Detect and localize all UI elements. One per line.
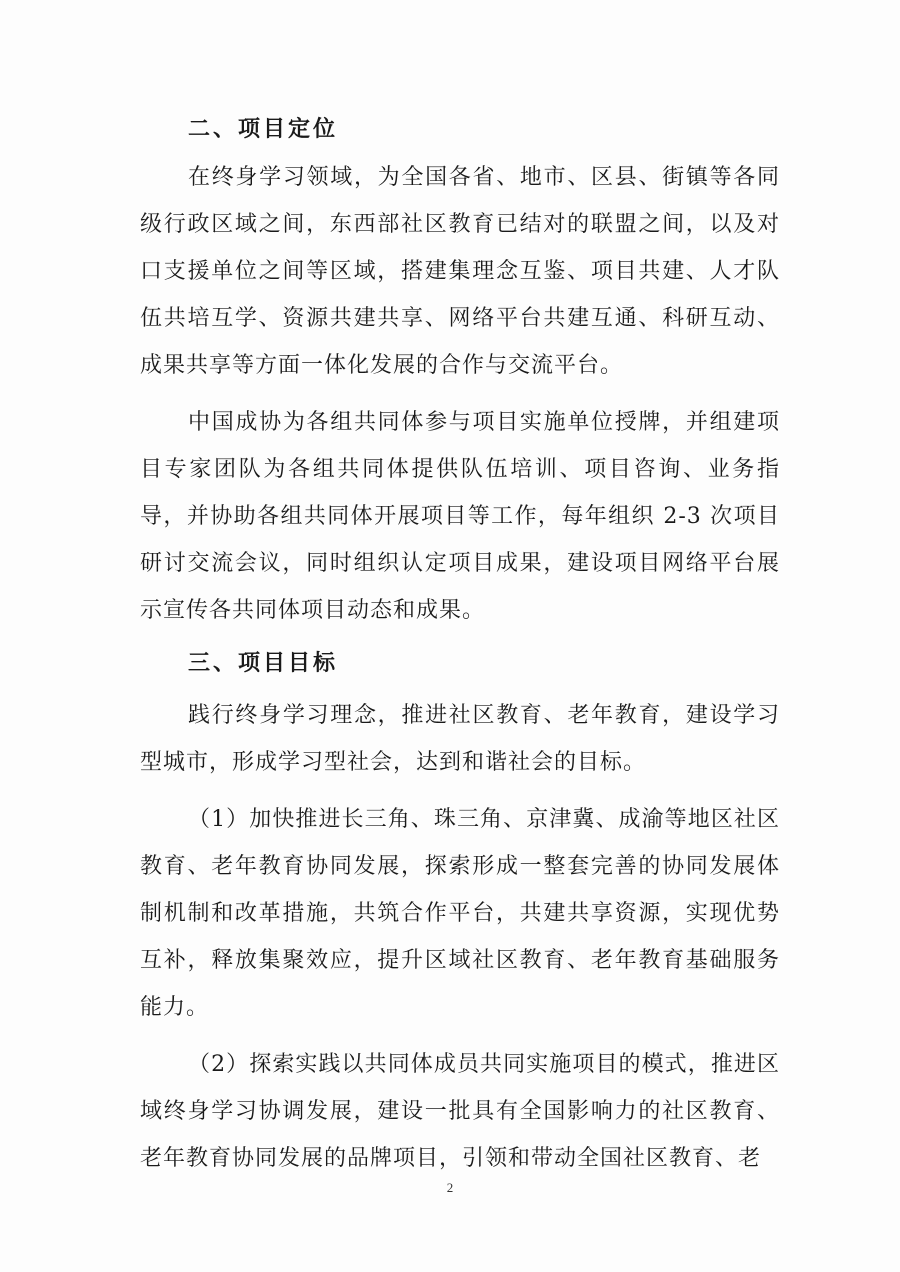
paragraph-goal-1: （1）加快推进长三角、珠三角、京津冀、成渝等地区社区教育、老年教育协同发展，探索形成一整套完善的协同发展体制机制和改革措施，共筑合作平台，共建共享资源，实现优势互补，释放集聚效应，提升区域社区教育、老年教育基础服务能力。 xyxy=(140,807,780,1020)
paragraph-goal-2: （2）探索实践以共同体成员共同实施项目的模式，推进区域终身学习协调发展，建设一批具有全国影响力的社区教育、老年教育协同发展的品牌项目，引领和带动全国社区教育、老 xyxy=(140,1052,780,1171)
page-number: 2 xyxy=(446,1180,454,1195)
paragraph-positioning-organization: 中国成协为各组共同体参与项目实施单位授牌，并组建项目专家团队为各组共同体提供队伍培训、项目咨询、业务指导，并协助各组共同体开展项目等工作，每年组织 2-3 次项目研讨交流会议，同时组织认定项目成果，建设项目网络平台展示宣传各共同体项目动态和成果。 xyxy=(140,410,780,623)
paragraph-positioning-scope: 在终身学习领域，为全国各省、地市、区县、街镇等各同级行政区域之间，东西部社区教育已结对的联盟之间，以及对口支援单位之间等区域，搭建集理念互鉴、项目共建、人才队伍共培互学、资源共建共享、网络平台共建互通、科研互动、成果共享等方面一体化发展的合作与交流平台。 xyxy=(140,165,780,378)
section-heading-positioning: 二、项目定位 xyxy=(188,117,339,142)
paragraph-goals-intro: 践行终身学习理念，推进社区教育、老年教育，建设学习型城市，形成学习型社会，达到和谐社会的目标。 xyxy=(140,703,780,775)
section-heading-goals: 三、项目目标 xyxy=(188,651,339,676)
document-body xyxy=(140,110,780,1182)
